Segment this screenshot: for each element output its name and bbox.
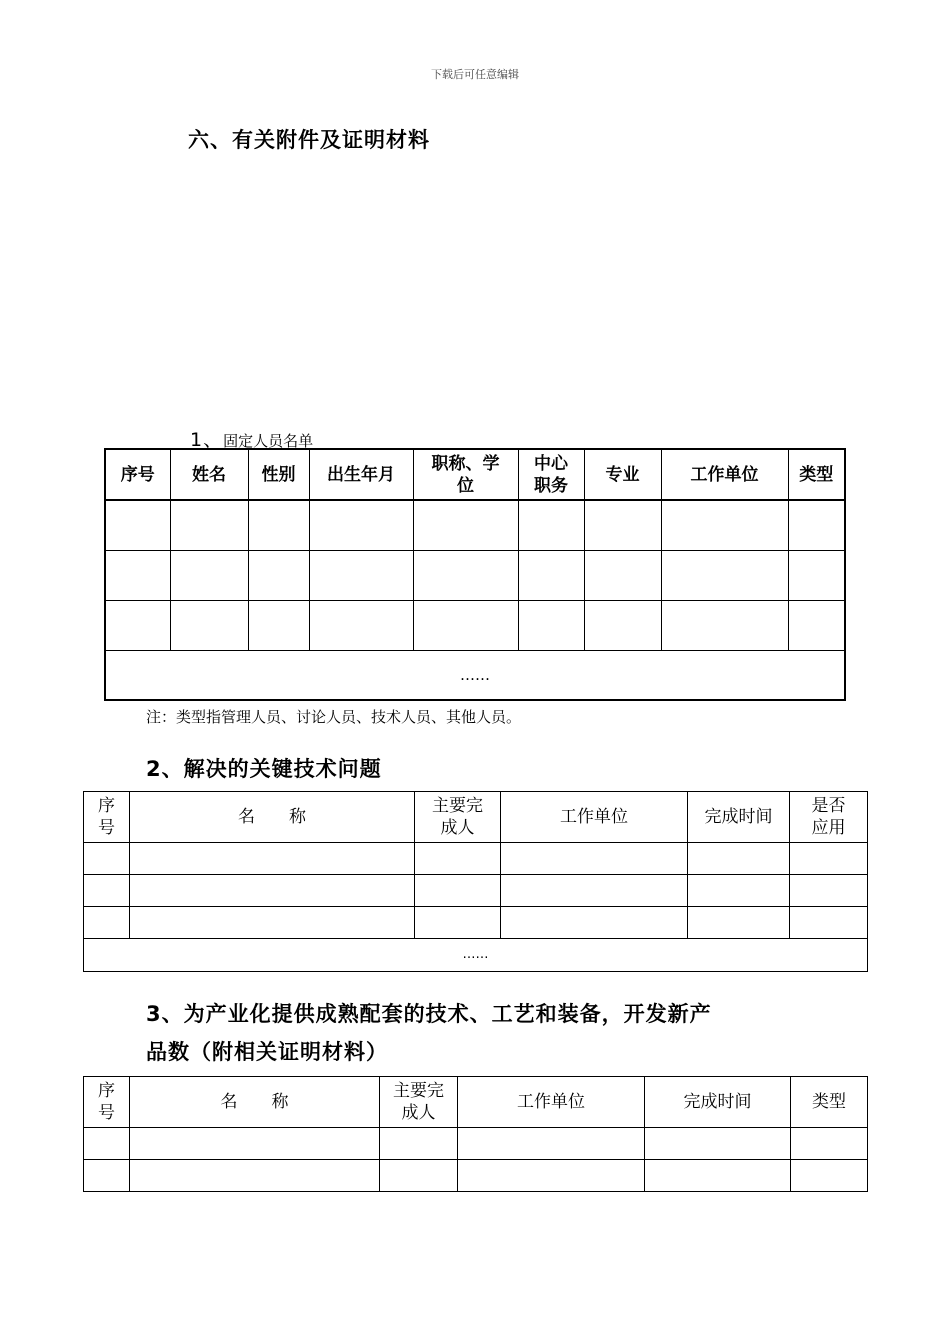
col-name: 姓名 [170, 449, 248, 500]
cell[interactable] [788, 601, 845, 651]
cell[interactable] [105, 601, 170, 651]
cell[interactable] [170, 551, 248, 601]
cell[interactable] [415, 843, 501, 875]
cell[interactable] [84, 843, 130, 875]
table-row [105, 500, 845, 551]
industrialization-table [83, 1076, 868, 1192]
cell[interactable] [248, 551, 309, 601]
cell[interactable] [84, 907, 130, 939]
table-header-row [84, 1077, 868, 1128]
col-gender: 性别 [248, 449, 309, 500]
section3-title-line2: 品数（附相关证明材料） [146, 1040, 388, 1064]
cell[interactable] [688, 875, 790, 907]
col-type: 类型 [791, 1077, 868, 1128]
cell[interactable] [518, 551, 584, 601]
cell[interactable] [170, 601, 248, 651]
cell[interactable] [413, 551, 518, 601]
col-seq-line2: 号 [98, 818, 115, 838]
col-seq-line1: 序 [98, 796, 115, 816]
col-time: 完成时间 [688, 792, 790, 843]
cell[interactable] [584, 500, 661, 551]
section2-title: 2、解决的关键技术问题 [146, 757, 382, 781]
cell[interactable] [788, 500, 845, 551]
col-main-contributor [380, 1077, 458, 1128]
col-applied-line2: 应用 [811, 818, 846, 838]
cell[interactable] [413, 601, 518, 651]
cell[interactable] [790, 907, 868, 939]
staff-table [104, 448, 846, 701]
cell[interactable] [309, 601, 413, 651]
cell[interactable] [661, 601, 788, 651]
cell[interactable] [661, 500, 788, 551]
col-time: 完成时间 [645, 1077, 791, 1128]
cell[interactable] [791, 1128, 868, 1160]
col-main-line2: 成人 [440, 818, 475, 838]
col-applied [790, 792, 868, 843]
col-type: 类型 [788, 449, 845, 500]
col-seq [84, 1077, 130, 1128]
section6-title: 六、有关附件及证明材料 [188, 128, 430, 152]
col-seq: 序号 [105, 449, 170, 500]
col-main-contributor [415, 792, 501, 843]
cell[interactable] [248, 500, 309, 551]
cell[interactable] [105, 551, 170, 601]
ellipsis-row [84, 939, 868, 972]
cell[interactable] [518, 601, 584, 651]
table-header-row [84, 792, 868, 843]
cell[interactable] [791, 1160, 868, 1192]
col-seq-line2: 号 [98, 1103, 115, 1123]
cell[interactable] [413, 500, 518, 551]
cell[interactable] [688, 843, 790, 875]
col-center-role-line1: 中心 [534, 453, 568, 474]
cell[interactable] [105, 500, 170, 551]
cell[interactable] [661, 551, 788, 601]
cell[interactable] [130, 1128, 380, 1160]
col-birth: 出生年月 [309, 449, 413, 500]
col-title-degree-line1: 职称、学 [431, 453, 500, 474]
cell[interactable] [84, 1128, 130, 1160]
col-seq [84, 792, 130, 843]
col-main-line1: 主要完 [432, 796, 483, 816]
cell[interactable] [518, 500, 584, 551]
col-seq-line1: 序 [98, 1081, 115, 1101]
cell[interactable] [645, 1128, 791, 1160]
col-title-degree-line2: 位 [457, 475, 474, 496]
header-note: 下载后可任意编辑 [431, 68, 519, 81]
cell[interactable] [501, 875, 688, 907]
col-name: 名 称 [130, 792, 415, 843]
cell[interactable] [790, 875, 868, 907]
cell[interactable] [84, 1160, 130, 1192]
sub1-label: 固定人员名单 [223, 432, 314, 450]
col-unit: 工作单位 [458, 1077, 645, 1128]
table1-note: 注：类型指管理人员、讨论人员、技术人员、其他人员。 [146, 708, 522, 726]
cell[interactable] [170, 500, 248, 551]
table-row [84, 1160, 868, 1192]
col-unit: 工作单位 [661, 449, 788, 500]
table-row [84, 843, 868, 875]
cell[interactable] [84, 875, 130, 907]
cell[interactable] [130, 907, 415, 939]
cell[interactable] [790, 843, 868, 875]
cell[interactable] [130, 1160, 380, 1192]
col-unit: 工作单位 [501, 792, 688, 843]
table-row [84, 875, 868, 907]
table-row [84, 907, 868, 939]
cell[interactable] [415, 875, 501, 907]
col-main-line1: 主要完 [393, 1081, 444, 1101]
col-name: 名 称 [130, 1077, 380, 1128]
ellipsis: …… [105, 651, 845, 701]
col-center-role-line2: 职务 [534, 475, 568, 496]
cell[interactable] [130, 875, 415, 907]
cell[interactable] [688, 907, 790, 939]
cell[interactable] [501, 843, 688, 875]
cell[interactable] [501, 907, 688, 939]
cell[interactable] [309, 551, 413, 601]
table-row [105, 551, 845, 601]
cell[interactable] [130, 843, 415, 875]
table-row [84, 1128, 868, 1160]
sub1-number: 1、 [190, 429, 224, 451]
col-applied-line1: 是否 [811, 796, 846, 816]
cell[interactable] [458, 1128, 645, 1160]
col-title-degree [413, 449, 518, 500]
cell[interactable] [584, 601, 661, 651]
cell[interactable] [380, 1128, 458, 1160]
key-tech-table [83, 791, 868, 972]
cell[interactable] [584, 551, 661, 601]
cell[interactable] [645, 1160, 791, 1192]
cell[interactable] [415, 907, 501, 939]
col-major: 专业 [584, 449, 661, 500]
cell[interactable] [458, 1160, 645, 1192]
table-row [105, 601, 845, 651]
section3-title-line1: 3、为产业化提供成熟配套的技术、工艺和装备，开发新产 [146, 1002, 712, 1026]
col-center-role [518, 449, 584, 500]
ellipsis-row [105, 651, 845, 701]
cell[interactable] [309, 500, 413, 551]
cell[interactable] [788, 551, 845, 601]
table-header-row [105, 449, 845, 500]
cell[interactable] [248, 601, 309, 651]
col-main-line2: 成人 [401, 1103, 436, 1123]
cell[interactable] [380, 1160, 458, 1192]
ellipsis: …… [84, 939, 868, 972]
